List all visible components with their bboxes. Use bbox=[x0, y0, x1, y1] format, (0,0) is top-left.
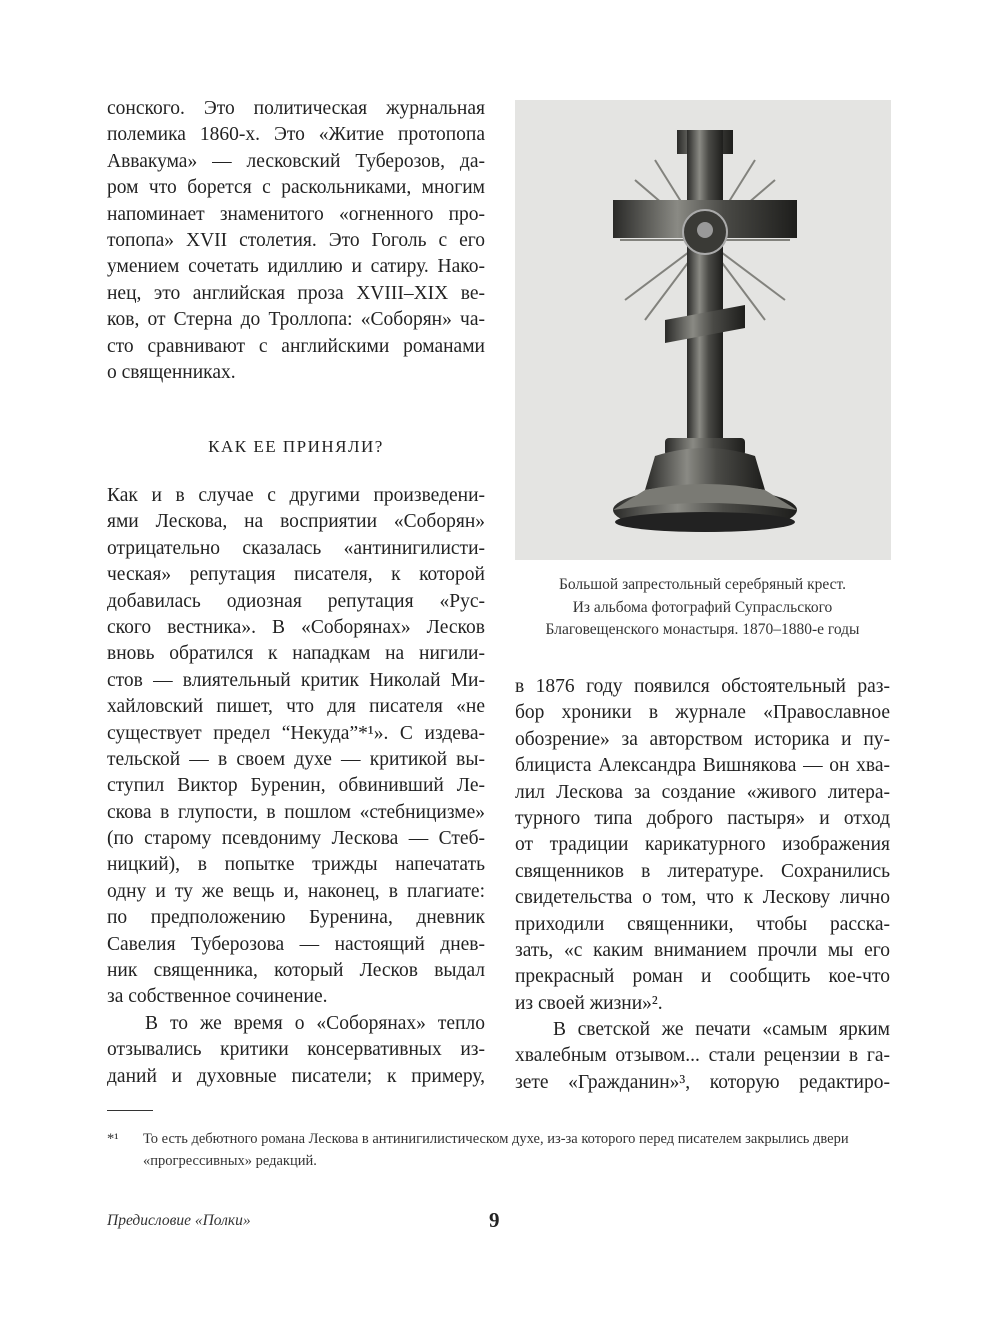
text-line: хвалебным отзывом... стали рецензии в га- bbox=[515, 1045, 890, 1067]
text-line: обозрение» за авторством историка и пу- bbox=[515, 728, 890, 750]
text-line: свидетельства о том, что к Лескову лично bbox=[515, 887, 890, 909]
caption-line: Большой запрестольный серебряный крест. bbox=[558, 576, 847, 593]
footnote-text: То есть дебютного романа Лескова в антинигилистическом духе, из-за которого перед писателем закрылись двери «прогрессивных» редакций. bbox=[143, 1131, 849, 1169]
left-column-top-text bbox=[107, 96, 485, 386]
text-line: зать, «с каким вниманием прочли мы его bbox=[515, 939, 890, 961]
text-line: Как и в случае с другими произведени- bbox=[107, 485, 485, 506]
caption-line: Благовещенского монастыря. 1870–1880-е годы bbox=[545, 621, 860, 638]
caption-line: Из альбома фотографий Супрасльского bbox=[572, 598, 833, 616]
left-column-bottom-text bbox=[107, 483, 485, 1090]
text-line: за собственное сочинение. bbox=[107, 986, 328, 1008]
text-line: турного типа доброго пастыря» и отход bbox=[515, 807, 890, 829]
text-line: бор хроники в журнале «Православное bbox=[515, 702, 890, 724]
text-line: Савелия Туберозова — настоящий днев- bbox=[107, 933, 485, 955]
text-line: даний и духовные писатели; к примеру, bbox=[107, 1065, 485, 1087]
text-line: тельской — в своем духе — критикой вы- bbox=[107, 748, 485, 770]
text-line: В светской же печати «самым ярким bbox=[553, 1019, 890, 1041]
text-line: ром что борется с раскольниками, многим bbox=[107, 177, 485, 199]
text-line: сто сравнивают с английскими романами bbox=[107, 335, 485, 357]
text-line: ков, от Стерна до Троллопа: «Соборян» ча- bbox=[107, 309, 485, 331]
text-line: ник священника, который Лесков выдал bbox=[107, 960, 485, 982]
text-line: Аввакума» — лесковский Туберозов, да- bbox=[107, 150, 485, 172]
footnote-marker: *¹ bbox=[107, 1131, 119, 1147]
text-line: существует предел “Некуда”*¹». С издева- bbox=[107, 722, 485, 744]
text-line: умением сочетать идиллию и сатиру. Нако- bbox=[107, 256, 485, 278]
text-line: ского вестника». В «Соборянах» Лесков bbox=[107, 616, 485, 638]
text-line: прекрасный роман и сообщить кое-что bbox=[515, 966, 890, 988]
text-line: отрицательно сказалась «антинигилисти- bbox=[107, 537, 485, 559]
figure-caption bbox=[505, 574, 900, 642]
text-line: одну и ту же вещь и, наконец, в плагиате: bbox=[107, 880, 485, 902]
text-line: нец, это английская проза XVIII–XIX ве- bbox=[107, 282, 485, 304]
text-line: зете «Гражданин»³, которую редактиро- bbox=[515, 1071, 890, 1093]
text-line: сонского. Это политическая журнальная bbox=[107, 98, 485, 119]
text-line: стов — влиятельный критик Николай Ми- bbox=[107, 669, 485, 691]
text-line: священников в литературе. Сохранились bbox=[515, 860, 890, 882]
page-number: 9 bbox=[489, 1208, 500, 1232]
text-line: ческая» репутация писателя, к которой bbox=[107, 564, 485, 586]
text-line: приходили священники, чтобы расска- bbox=[515, 913, 890, 935]
text-line: отзывались критики консервативных из- bbox=[107, 1039, 485, 1061]
text-line: лил Лескова за создание «живого литера- bbox=[515, 781, 890, 803]
text-line: В то же время о «Соборянах» тепло bbox=[145, 1012, 485, 1034]
text-line: из своей жизни»². bbox=[515, 992, 663, 1014]
text-line: топопа» XVII столетия. Это Гоголь с его bbox=[107, 229, 485, 251]
altar-cross-image bbox=[515, 100, 891, 560]
section-heading: КАК ЕЕ ПРИНЯЛИ? bbox=[208, 437, 384, 456]
text-line: ями Лескова, на восприятии «Соборян» bbox=[107, 511, 485, 533]
text-line: по предположению Буренина, дневник bbox=[107, 907, 485, 929]
right-column-text bbox=[515, 674, 890, 1096]
footnote-divider bbox=[107, 1110, 153, 1111]
text-line: от традиции карикатурного изображения bbox=[515, 834, 890, 856]
text-line: (по старому псевдониму Лескова — Стеб- bbox=[107, 828, 485, 850]
text-line: напоминает знаменитого «огненного про- bbox=[107, 203, 485, 225]
text-line: ницкий), в попытке трижды напечатать bbox=[107, 854, 485, 876]
text-line: хайловский пишет, что для писателя «не bbox=[107, 696, 485, 718]
text-line: добавилась одиозная репутация «Рус- bbox=[107, 590, 485, 612]
text-line: в 1876 году появился обстоятельный раз- bbox=[515, 676, 890, 697]
text-line: о священниках. bbox=[107, 361, 236, 383]
text-line: блициста Александра Вишнякова — он хва- bbox=[515, 755, 890, 777]
text-line: полемика 1860-х. Это «Житие протопопа bbox=[107, 124, 485, 146]
text-line: вновь обратился к нападкам на нигили- bbox=[107, 643, 485, 665]
text-line: ступил Виктор Буренин, обвинивший Ле- bbox=[107, 775, 485, 797]
cross-photo bbox=[515, 100, 891, 560]
running-title: Предисловие «Полки» bbox=[107, 1212, 251, 1229]
text-line: скова в глупости, в пошлом «стебницизме» bbox=[107, 801, 485, 823]
